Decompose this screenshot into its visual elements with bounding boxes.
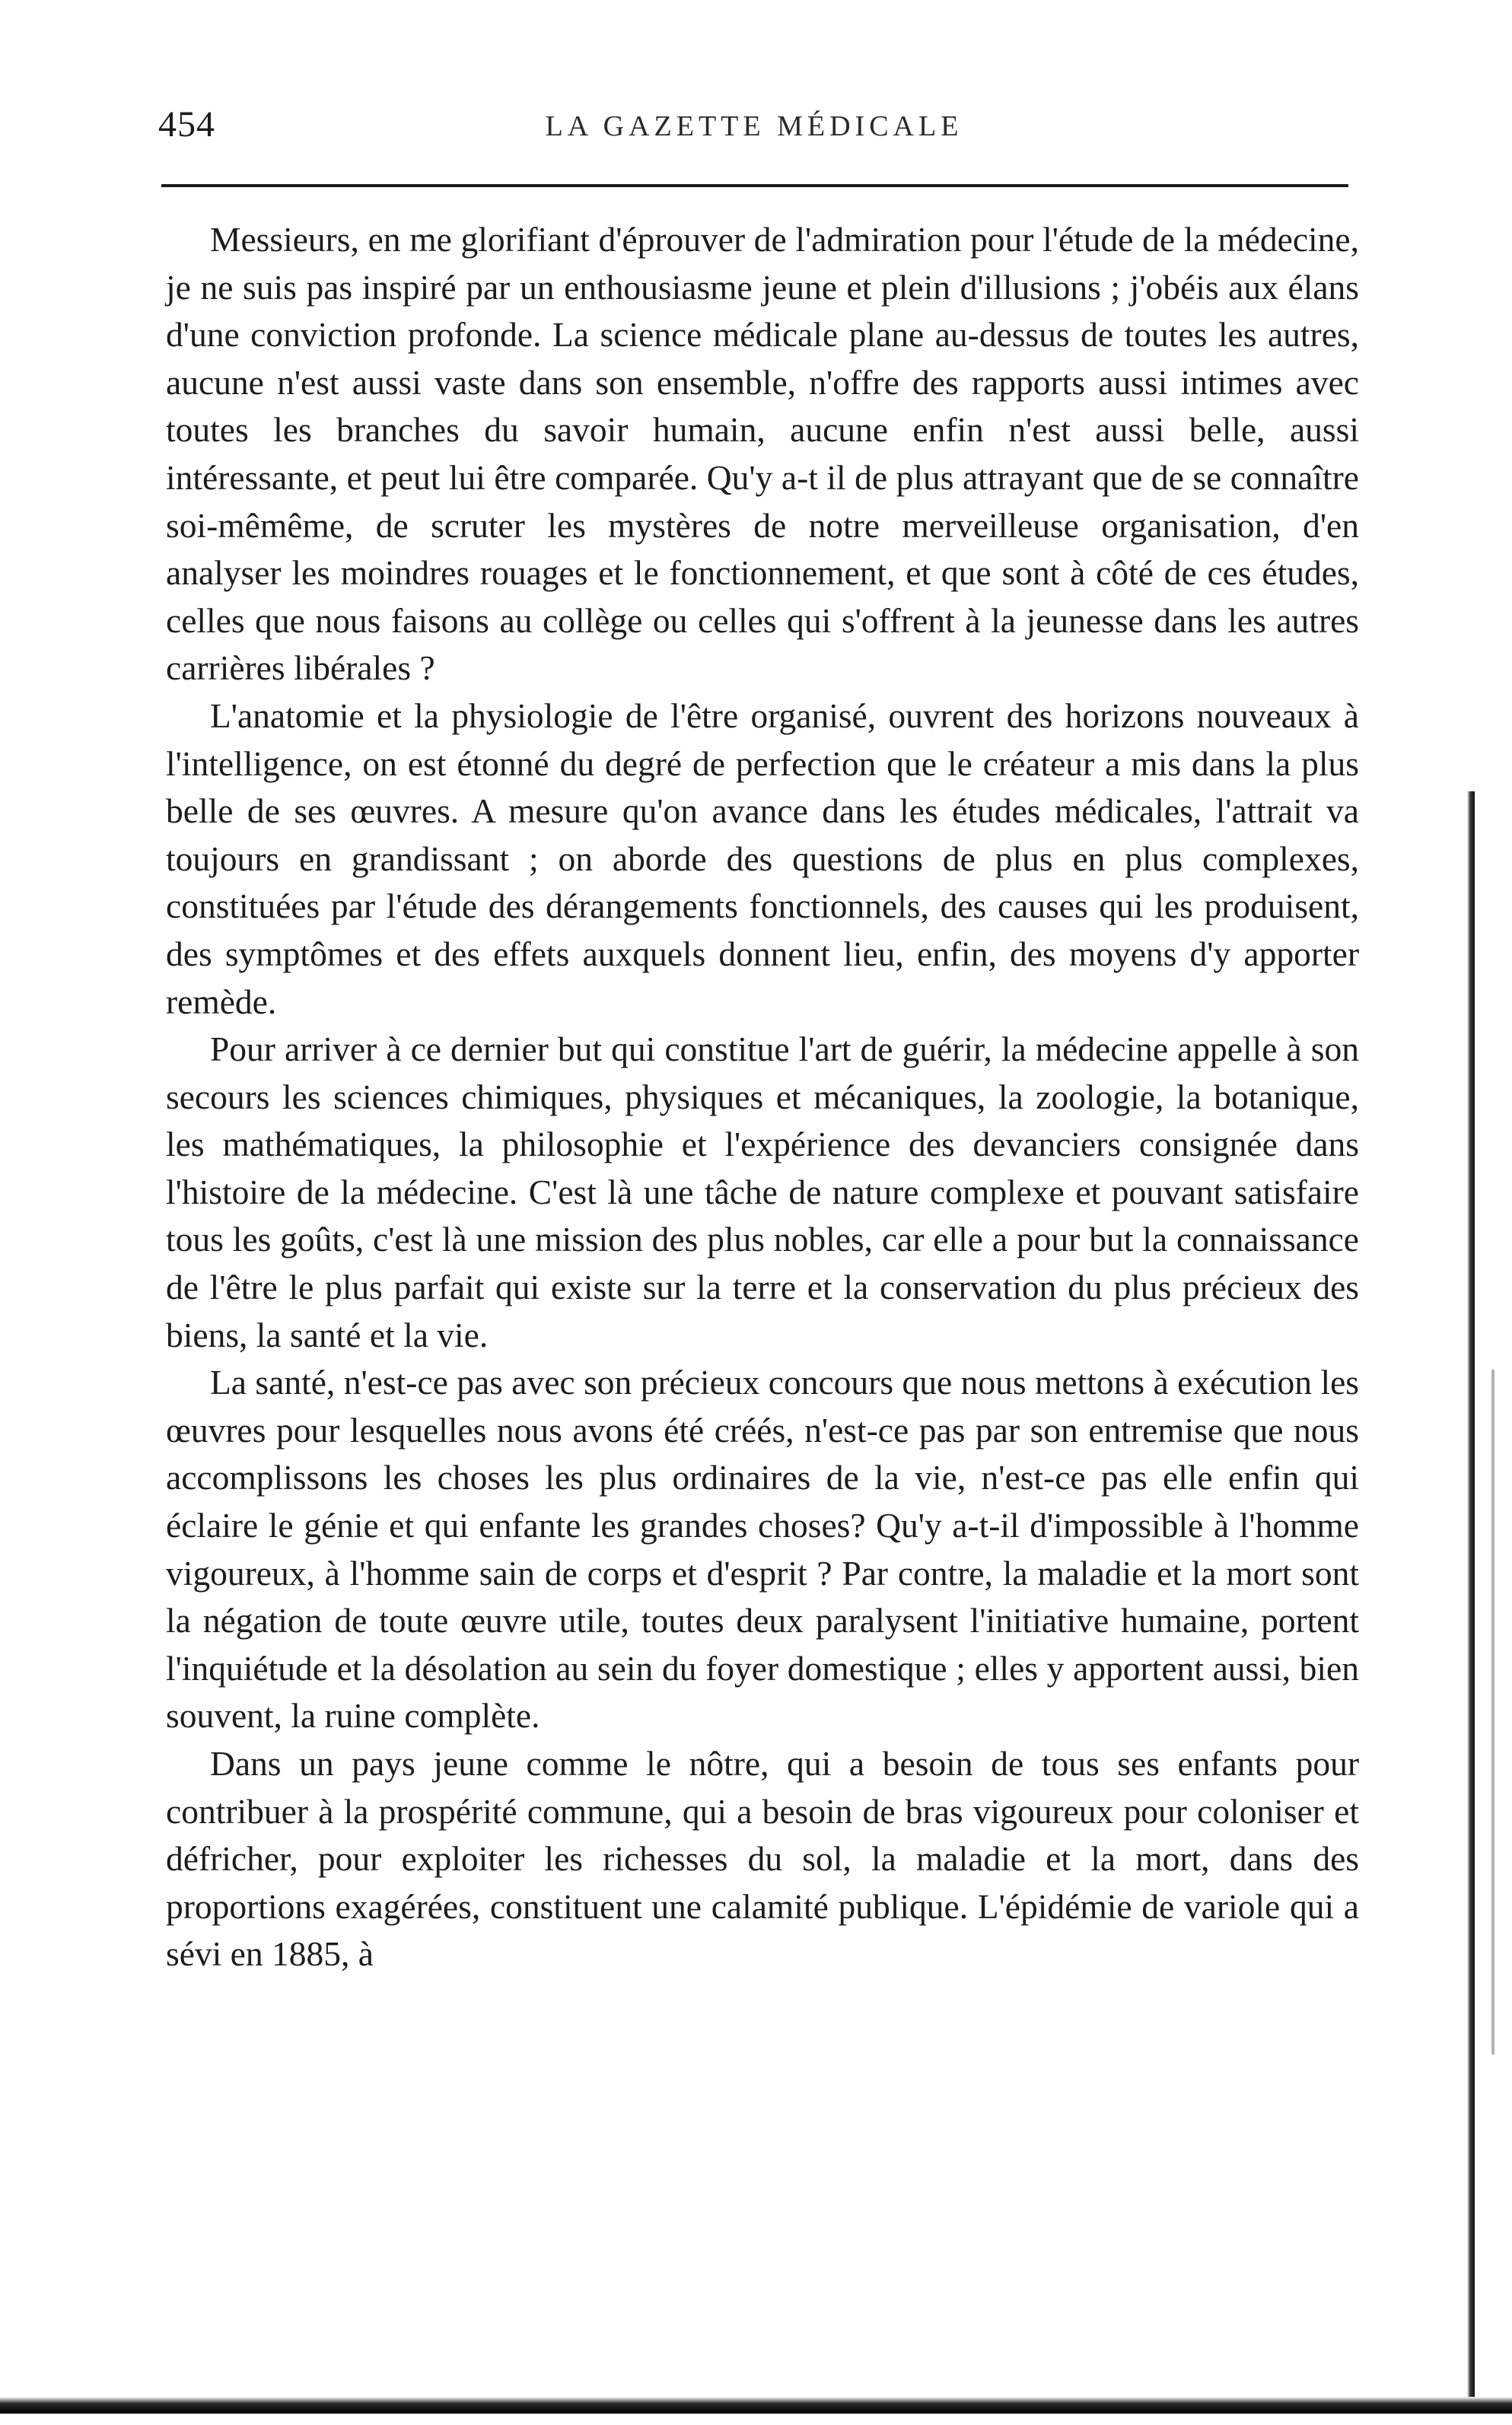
paragraph: Messieurs, en me glorifiant d'éprouver de l'admiration pour l'étude de la médecine, je ne suis pas inspiré par un enthousiasme jeune et plein d'illusions ; j'obéis aux élans d'une conviction profonde. La science médicale plane au-dessus de toutes les autres, aucune n'est aussi vaste dans son ensemble, n'offre des rapports aussi intimes avec toutes les branches du savoir humain, aucune enfin n'est aussi belle, aussi intéressante, et peut lui être comparée. Qu'y a-t il de plus attrayant que de se connaître soi-mêmême, de scruter les mystères de notre merveilleuse organisation, d'en analyser les moindres rouages et le fonctionnement, et que sont à côté de ces études, celles que nous faisons au collège ou celles qui s'offrent à la jeunesse dans les autres carrières libérales ? [166,220,1359,688]
paragraph: Dans un pays jeune comme le nôtre, qui a besoin de tous ses enfants pour contribuer à la prospérité commune, qui a besoin de bras vigoureux pour coloniser et défricher, pour exploiter les richesses du sol, la maladie et la mort, dans des proportions exagérées, constituent une calamité publique. L'épidémie de variole qui a sévi en 1885, à [166,1744,1359,1974]
page-header [158,103,1350,157]
page-number: 454 [158,104,215,145]
paragraph: L'anatomie et la physiologie de l'être organisé, ouvrent des horizons nouveaux à l'intelligence, on est étonné du degré de perfection que le créateur a mis dans la plus belle de ses œuvres. A mesure qu'on avance dans les études médicales, l'attrait va toujours en grandissant ; on aborde des questions de plus en plus complexes, constituées par l'étude des dérangements fonctionnels, des causes qui les produisent, des symptômes et des effets auxquels donnent lieu, enfin, des moyens d'y apporter remède. [166,695,1359,1021]
scan-edge-right-shadow [1491,1370,1494,2054]
paragraph: Pour arriver à ce dernier but qui constitue l'art de guérir, la médecine appelle à son secours les sciences chimiques, physiques et mécaniques, la zoologie, la botanique, les mathématiques, la philosophie et l'expérience des devanciers consignée dans l'histoire de la médecine. C'est là une tâche de nature complexe et pouvant satisfaire tous les goûts, c'est là une mission des plus nobles, car elle a pour but la connaissance de l'être le plus parfait qui existe sur la terre et la conservation du plus précieux des biens, la santé et la vie. [166,1030,1359,1354]
article-body [166,216,1359,1978]
header-rule [161,184,1348,187]
scan-edge-right [1467,791,1475,2397]
scan-edge-bottom [0,2397,1512,2414]
running-title: LA GAZETTE MÉDICALE [545,110,963,142]
paragraph: La santé, n'est-ce pas avec son précieux concours que nous mettons à exécution les œuvres pour lesquelles nous avons été créés, n'est-ce pas par son entremise que nous accomplissons les choses les plus ordinaires de la vie, n'est-ce pas elle enfin qui éclaire le génie et qui enfante les grandes choses? Qu'y a-t-il d'impossible à l'homme vigoureux, à l'homme sain de corps et d'esprit ? Par contre, la maladie et la mort sont la négation de toute œuvre utile, toutes deux paralysent l'initiative humaine, portent l'inquiétude et la désolation au sein du foyer domestique ; elles y apportent aussi, bien souvent, la ruine complète. [166,1363,1359,1736]
